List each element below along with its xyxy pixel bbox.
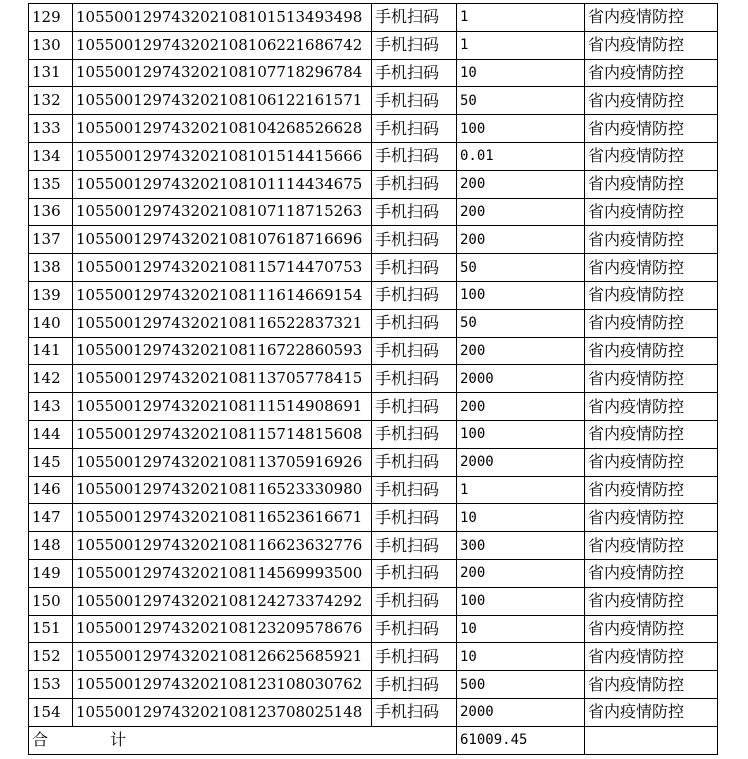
table-row xyxy=(29,4,718,32)
donation-amount: 200 xyxy=(457,337,585,365)
payment-channel: 手机扫码 xyxy=(372,365,457,393)
payment-channel: 手机扫码 xyxy=(372,281,457,309)
row-number: 152 xyxy=(29,643,73,671)
donation-amount: 200 xyxy=(457,198,585,226)
payment-channel: 手机扫码 xyxy=(372,254,457,282)
table-row xyxy=(29,87,718,115)
transaction-id: 105500129743202108106221686742 xyxy=(73,31,372,59)
row-number: 139 xyxy=(29,281,73,309)
transaction-id: 105500129743202108124273374292 xyxy=(73,587,372,615)
table-row xyxy=(29,476,718,504)
row-number: 141 xyxy=(29,337,73,365)
payment-channel: 手机扫码 xyxy=(372,31,457,59)
transaction-id: 105500129743202108101514415666 xyxy=(73,142,372,170)
row-number: 146 xyxy=(29,476,73,504)
donation-amount: 2000 xyxy=(457,448,585,476)
table-row xyxy=(29,170,718,198)
donation-purpose: 省内疫情防控 xyxy=(585,393,718,421)
table-row xyxy=(29,532,718,560)
table-row xyxy=(29,142,718,170)
transaction-id: 105500129743202108111614669154 xyxy=(73,281,372,309)
row-number: 135 xyxy=(29,170,73,198)
donation-purpose: 省内疫情防控 xyxy=(585,420,718,448)
payment-channel: 手机扫码 xyxy=(372,587,457,615)
row-number: 133 xyxy=(29,115,73,143)
table-row xyxy=(29,309,718,337)
table-row xyxy=(29,337,718,365)
donation-amount: 50 xyxy=(457,309,585,337)
row-number: 129 xyxy=(29,4,73,32)
row-number: 140 xyxy=(29,309,73,337)
payment-channel: 手机扫码 xyxy=(372,559,457,587)
donation-purpose: 省内疫情防控 xyxy=(585,476,718,504)
donation-amount: 10 xyxy=(457,59,585,87)
payment-channel: 手机扫码 xyxy=(372,532,457,560)
total-row xyxy=(29,726,718,754)
donation-amount: 200 xyxy=(457,559,585,587)
payment-channel: 手机扫码 xyxy=(372,87,457,115)
transaction-id: 105500129743202108116722860593 xyxy=(73,337,372,365)
transaction-id: 105500129743202108116522837321 xyxy=(73,309,372,337)
transaction-id: 105500129743202108115714815608 xyxy=(73,420,372,448)
donation-purpose: 省内疫情防控 xyxy=(585,309,718,337)
table-row xyxy=(29,587,718,615)
donation-amount: 100 xyxy=(457,115,585,143)
donation-amount: 2000 xyxy=(457,698,585,726)
table-row xyxy=(29,504,718,532)
row-number: 136 xyxy=(29,198,73,226)
payment-channel: 手机扫码 xyxy=(372,142,457,170)
transaction-id: 105500129743202108123708025148 xyxy=(73,698,372,726)
row-number: 142 xyxy=(29,365,73,393)
payment-channel: 手机扫码 xyxy=(372,115,457,143)
row-number: 130 xyxy=(29,31,73,59)
donation-purpose: 省内疫情防控 xyxy=(585,587,718,615)
donation-amount: 50 xyxy=(457,87,585,115)
donation-purpose: 省内疫情防控 xyxy=(585,31,718,59)
donation-purpose: 省内疫情防控 xyxy=(585,170,718,198)
payment-channel: 手机扫码 xyxy=(372,420,457,448)
donation-purpose: 省内疫情防控 xyxy=(585,337,718,365)
table-row xyxy=(29,226,718,254)
donation-table-body xyxy=(29,4,718,727)
donation-amount: 500 xyxy=(457,671,585,699)
transaction-id: 105500129743202108107118715263 xyxy=(73,198,372,226)
table-row xyxy=(29,643,718,671)
donation-purpose: 省内疫情防控 xyxy=(585,87,718,115)
table-row xyxy=(29,559,718,587)
transaction-id: 105500129743202108123209578676 xyxy=(73,615,372,643)
transaction-id: 105500129743202108116523616671 xyxy=(73,504,372,532)
table-row xyxy=(29,198,718,226)
total-amount: 61009.45 xyxy=(457,726,585,754)
donation-amount: 2000 xyxy=(457,365,585,393)
payment-channel: 手机扫码 xyxy=(372,170,457,198)
donation-amount: 100 xyxy=(457,281,585,309)
payment-channel: 手机扫码 xyxy=(372,226,457,254)
row-number: 147 xyxy=(29,504,73,532)
transaction-id: 105500129743202108101513493498 xyxy=(73,4,372,32)
payment-channel: 手机扫码 xyxy=(372,615,457,643)
table-row xyxy=(29,281,718,309)
donation-amount: 1 xyxy=(457,4,585,32)
table-row xyxy=(29,671,718,699)
total-label xyxy=(29,726,457,754)
row-number: 137 xyxy=(29,226,73,254)
table-row xyxy=(29,698,718,726)
donation-purpose: 省内疫情防控 xyxy=(585,698,718,726)
donation-purpose: 省内疫情防控 xyxy=(585,198,718,226)
transaction-id: 105500129743202108107718296784 xyxy=(73,59,372,87)
total-label-ji: 计 xyxy=(110,730,127,750)
transaction-id: 105500129743202108113705916926 xyxy=(73,448,372,476)
row-number: 150 xyxy=(29,587,73,615)
payment-channel: 手机扫码 xyxy=(372,198,457,226)
row-number: 143 xyxy=(29,393,73,421)
row-number: 149 xyxy=(29,559,73,587)
total-label-he: 合 xyxy=(32,730,49,750)
donation-purpose: 省内疫情防控 xyxy=(585,226,718,254)
table-row xyxy=(29,59,718,87)
donation-amount: 1 xyxy=(457,476,585,504)
payment-channel: 手机扫码 xyxy=(372,4,457,32)
payment-channel: 手机扫码 xyxy=(372,309,457,337)
donation-amount: 1 xyxy=(457,31,585,59)
donation-purpose: 省内疫情防控 xyxy=(585,615,718,643)
row-number: 144 xyxy=(29,420,73,448)
transaction-id: 105500129743202108107618716696 xyxy=(73,226,372,254)
row-number: 148 xyxy=(29,532,73,560)
donation-amount: 10 xyxy=(457,643,585,671)
table-row xyxy=(29,31,718,59)
row-number: 145 xyxy=(29,448,73,476)
transaction-id: 105500129743202108111514908691 xyxy=(73,393,372,421)
transaction-id: 105500129743202108126625685921 xyxy=(73,643,372,671)
transaction-id: 105500129743202108113705778415 xyxy=(73,365,372,393)
donation-purpose: 省内疫情防控 xyxy=(585,281,718,309)
transaction-id: 105500129743202108116623632776 xyxy=(73,532,372,560)
donation-purpose: 省内疫情防控 xyxy=(585,4,718,32)
donation-amount: 200 xyxy=(457,393,585,421)
donation-amount: 0.01 xyxy=(457,142,585,170)
donation-purpose: 省内疫情防控 xyxy=(585,115,718,143)
transaction-id: 105500129743202108106122161571 xyxy=(73,87,372,115)
payment-channel: 手机扫码 xyxy=(372,59,457,87)
table-row xyxy=(29,254,718,282)
row-number: 153 xyxy=(29,671,73,699)
row-number: 151 xyxy=(29,615,73,643)
donation-amount: 10 xyxy=(457,615,585,643)
table-row xyxy=(29,448,718,476)
payment-channel: 手机扫码 xyxy=(372,393,457,421)
row-number: 134 xyxy=(29,142,73,170)
donation-purpose: 省内疫情防控 xyxy=(585,448,718,476)
donation-purpose: 省内疫情防控 xyxy=(585,365,718,393)
payment-channel: 手机扫码 xyxy=(372,698,457,726)
donation-table xyxy=(28,3,718,755)
transaction-id: 105500129743202108101114434675 xyxy=(73,170,372,198)
payment-channel: 手机扫码 xyxy=(372,671,457,699)
row-number: 138 xyxy=(29,254,73,282)
table-row xyxy=(29,393,718,421)
donation-purpose: 省内疫情防控 xyxy=(585,532,718,560)
donation-amount: 50 xyxy=(457,254,585,282)
table-row xyxy=(29,365,718,393)
row-number: 131 xyxy=(29,59,73,87)
table-row xyxy=(29,420,718,448)
donation-purpose: 省内疫情防控 xyxy=(585,59,718,87)
donation-amount: 300 xyxy=(457,532,585,560)
transaction-id: 105500129743202108104268526628 xyxy=(73,115,372,143)
payment-channel: 手机扫码 xyxy=(372,504,457,532)
donation-amount: 100 xyxy=(457,587,585,615)
transaction-id: 105500129743202108123108030762 xyxy=(73,671,372,699)
donation-amount: 100 xyxy=(457,420,585,448)
donation-purpose: 省内疫情防控 xyxy=(585,142,718,170)
donation-purpose: 省内疫情防控 xyxy=(585,643,718,671)
payment-channel: 手机扫码 xyxy=(372,643,457,671)
donation-amount: 10 xyxy=(457,504,585,532)
transaction-id: 105500129743202108115714470753 xyxy=(73,254,372,282)
donation-purpose: 省内疫情防控 xyxy=(585,254,718,282)
row-number: 154 xyxy=(29,698,73,726)
donation-purpose: 省内疫情防控 xyxy=(585,504,718,532)
donation-amount: 200 xyxy=(457,170,585,198)
table-row xyxy=(29,115,718,143)
payment-channel: 手机扫码 xyxy=(372,337,457,365)
donation-purpose: 省内疫情防控 xyxy=(585,671,718,699)
transaction-id: 105500129743202108116523330980 xyxy=(73,476,372,504)
payment-channel: 手机扫码 xyxy=(372,476,457,504)
payment-channel: 手机扫码 xyxy=(372,448,457,476)
row-number: 132 xyxy=(29,87,73,115)
donation-purpose: 省内疫情防控 xyxy=(585,559,718,587)
donation-amount: 200 xyxy=(457,226,585,254)
transaction-id: 105500129743202108114569993500 xyxy=(73,559,372,587)
total-purpose-cell xyxy=(585,726,718,754)
table-row xyxy=(29,615,718,643)
